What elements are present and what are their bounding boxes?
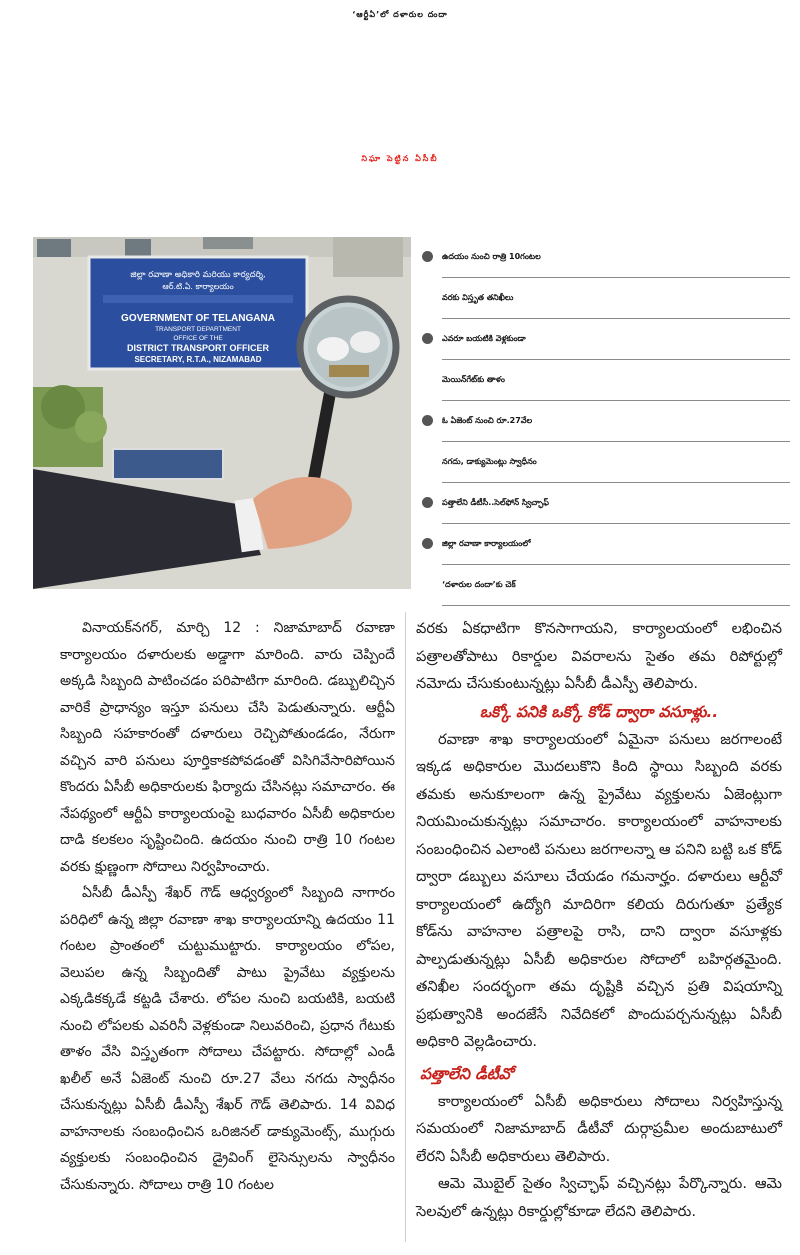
highlight-line: మెయిన్‌గేట్‌కు తాళం bbox=[442, 360, 790, 401]
subheading-code-collection: ఒక్కో పనికి ఒక్కో కోడ్ ద్వారా వసూళ్లు.. bbox=[479, 702, 719, 721]
highlight-item bbox=[418, 237, 790, 319]
highlight-line: ఉదయం నుంచి రాత్రి 10గంటల bbox=[442, 237, 790, 278]
article-paragraph: ఆమె మొబైల్ సైతం స్విచ్ఛాఫ్ వచ్చినట్లు పేర్కొన్నారు. ఆమె సెలవులో ఉన్నట్లు రికార్డుల్లోకూడా లేదని తెలిపారు. bbox=[416, 1175, 782, 1220]
board-secretary: SECRETARY, R.T.A., NIZAMABAD bbox=[134, 355, 262, 364]
article-paragraph: రవాణా శాఖ కార్యాలయంలో ఏమైనా పనులు జరగాలంటే ఇక్కడ అధికారుల మొదలుకొని కింది స్థాయి సిబ్బంది వరకు తమకు అనుకూలంగా ఉన్న ప్రైవేటు వ్యక్తులను ఏజెంట్లుగా నియమించుకున్నట్లు సమాచారం. కార్యాలయంలో వాహనాలకు సంబంధించిన ఎలాంటి పనులు జరగాలన్నా ఆ పనిని బట్టి ఒక కోడ్ ద్వారా డబ్బులు వసూలు చేయడం గమనార్హం. దళారులు ఆర్టీవో కార్యాలయంలో ఉద్యోగి మాదిరిగా కలియ దిరుగుతూ ప్రత్యేక కోడ్‌ను వాహనాల పత్రాలపై రాసి, దాని ద్వారా వసూళ్లకు పాల్పడుతున్నట్లు ఏసీబీ అధికారుల సోదాలో బహిర్గతమైంది. తనిఖీల సందర్భంగా తమ దృష్టికి వచ్చిన ప్రతి విషయాన్ని ప్రభుత్వానికి అందజేసే నివేదికలో పొందుపర్చనున్నట్లు ఏసీబీ అధికారి వెల్లడించారు. bbox=[416, 730, 782, 1050]
highlight-line: ఓ ఏజెంట్ నుంచి రూ.27వేల bbox=[442, 401, 790, 442]
column-divider bbox=[405, 612, 406, 1242]
board-dto: DISTRICT TRANSPORT OFFICER bbox=[127, 343, 269, 353]
highlight-line: వరకు విస్తృత తనిఖీలు bbox=[442, 278, 790, 319]
highlight-line: నగదు, డాక్యుమెంట్లు స్వాధీనం bbox=[442, 442, 790, 483]
article-paragraph: ఏసీబీ డీఎస్పీ శేఖర్ గౌడ్ ఆధ్వర్యంలో సిబ్బంది నాగారం పరిధిలో ఉన్న జిల్లా రవాణా శాఖ కార్యాలయాన్ని ఉదయం 11 గంటల ప్రాంతంలో చుట్టుముట్టారు. కార్యాలయం లోపల, వెలుపల ఉన్న సిబ్బందితో పాటు ప్రైవేటు వ్యక్తులను ఎక్కడికక్కడే కట్టడి చేశారు. లోపల నుంచి బయటికి, బయటి నుంచి లోపలకు ఎవరినీ వెళ్లకుండా నిలువరించి, ప్రధాన గేటుకు తాళం వేసి విస్తృతంగా సోదాలు చేపట్టారు. సోదాల్లో ఎండీ ఖలీల్ అనే ఏజెంట్ నుంచి రూ.27 వేలు నగదు స్వాధీనం చేసుకున్నట్లు ఏసీబీ డీఎస్పీ శేఖర్ గౌడ్ తెలిపారు. 14 వివిధ వాహనాలకు సంబంధించిన ఒరిజినల్ డాక్యుమెంట్స్, ముగ్గురు వ్యక్తులకు సంబంధించిన డ్రైవింగ్ లైసెన్సులను స్వాధీనం చేసుకున్నారు. సోదాలు రాత్రి 10 గంటల bbox=[60, 885, 395, 1193]
article-column-2 bbox=[416, 615, 782, 1225]
article-paragraph: వరకు ఏకధాటిగా కొనసాగాయని, కార్యాలయంలో లభించిన పత్రాలతోపాటు రికార్డుల వివరాలను సైతం తమ రిపోర్టుల్లో నమోదు చేసుకుంటున్నట్లు ఏసీబీ డీఎస్పీ తెలిపారు. bbox=[416, 620, 782, 692]
board-dept: TRANSPORT DEPARTMENT bbox=[155, 326, 241, 333]
highlights-list bbox=[418, 237, 790, 606]
board-telugu-1: జిల్లా రవాణా అధికారి మరియు కార్యదర్శి, bbox=[130, 270, 266, 280]
highlight-item bbox=[418, 483, 790, 524]
bullet-icon bbox=[422, 497, 433, 508]
bullet-icon bbox=[422, 333, 433, 344]
bullet-icon bbox=[422, 251, 433, 262]
highlight-line: జిల్లా రవాణా కార్యాలయంలో bbox=[442, 524, 790, 565]
highlight-line: పత్తాలేని డీటీసీ..సెల్‌ఫోన్ స్విచ్ఛాఫ్ bbox=[442, 483, 790, 524]
bullet-icon bbox=[422, 538, 433, 549]
board-office: OFFICE OF THE bbox=[173, 335, 223, 342]
article-column-1 bbox=[60, 615, 395, 1198]
headline-line1: ‘ఆర్టీఏ’లో దళారుల దందా bbox=[352, 10, 448, 19]
photo-illustration bbox=[33, 237, 411, 589]
highlight-line: ఎవరూ బయటికి వెళ్లకుండా bbox=[442, 319, 790, 360]
subheading-dto-missing: పత్తాలేని డీటీవో bbox=[420, 1064, 513, 1083]
highlight-item bbox=[418, 319, 790, 401]
news-photo bbox=[33, 237, 411, 589]
highlight-line: ‘దళారుల దందా’కు చెక్ bbox=[442, 565, 790, 606]
highlight-item bbox=[418, 401, 790, 483]
board-telugu-2: ఆర్.టి.ఏ. కార్యాలయం bbox=[162, 282, 234, 291]
highlight-item bbox=[418, 524, 790, 606]
board-gov: GOVERNMENT OF TELANGANA bbox=[121, 313, 275, 324]
article-paragraph: వినాయక్‌నగర్, మార్చి 12 : నిజామాబాద్ రవాణా కార్యాలయం దళారులకు అడ్డాగా మారింది. వారు చెప్పిందే అక్కడి సిబ్బంది పాటించడం పరిపాటిగా మారింది. డబ్బులిచ్చిన వారికే ప్రాధాన్యం ఇస్తూ పనులు చేసి పెడుతున్నారు. ఆర్టీఏ సిబ్బంది సహకారంతో దళారులు రెచ్చిపోతుండడం, నేరుగా వచ్చిన వారి పనులు పూర్తికాకపోవడంతో విసిగివేసారిపోయిన కొందరు ఏసీబీ అధికారులకు ఫిర్యాదు చేసినట్లు సమాచారం. ఈ నేపథ్యంలో ఆర్టీఏ కార్యాలయంపై బుధవారం ఏసీబీ అధికారుల దాడి కలకలం సృష్టించింది. ఉదయం నుంచి రాత్రి 10 గంటల వరకు క్షుణ్ణంగా సోదాలు నిర్వహించారు. bbox=[60, 620, 395, 875]
article-paragraph: కార్యాలయంలో ఏసీబీ అధికారులు సోదాలు నిర్వహిస్తున్న సమయంలో నిజామాబాద్ డీటీవో దుర్గాప్రమీల అందుబాటులో లేరని ఏసీబీ అధికారులు తెలిపారు. bbox=[416, 1092, 782, 1165]
bullet-icon bbox=[422, 415, 433, 426]
headline-line2: నిఘా పెట్టిన ఏసీబీ bbox=[361, 154, 439, 163]
